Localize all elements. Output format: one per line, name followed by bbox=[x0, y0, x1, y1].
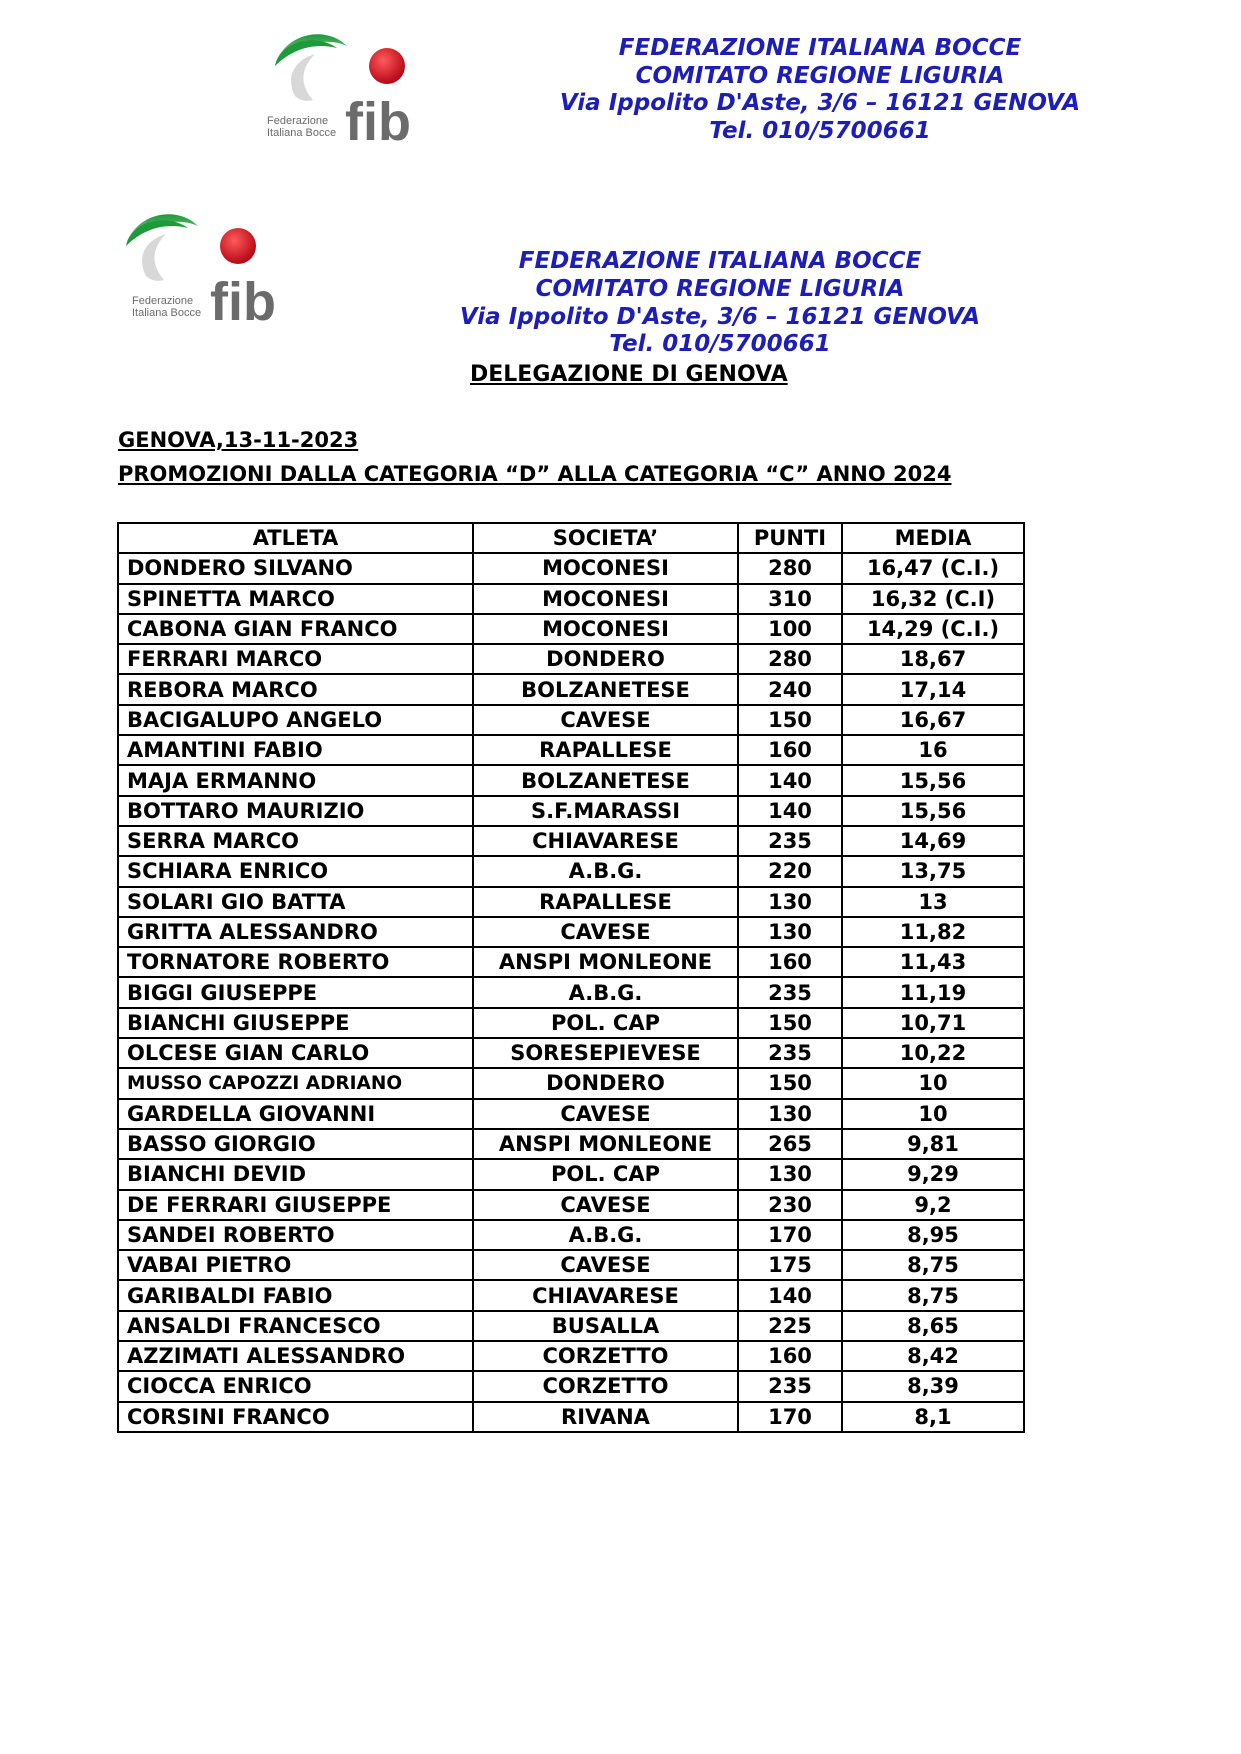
athlete-cell: TORNATORE ROBERTO bbox=[118, 947, 473, 977]
points-cell: 235 bbox=[738, 1371, 842, 1401]
average-cell: 8,39 bbox=[842, 1371, 1024, 1401]
points-cell: 220 bbox=[738, 856, 842, 886]
header-phone: Tel. 010/5700661 bbox=[709, 117, 931, 144]
header2-federation: FEDERAZIONE ITALIANA BOCCE bbox=[518, 248, 922, 274]
athlete-cell: GARDELLA GIOVANNI bbox=[118, 1099, 473, 1129]
club-cell: MOCONESI bbox=[473, 584, 738, 614]
club-cell: RAPALLESE bbox=[473, 887, 738, 917]
average-cell: 15,56 bbox=[842, 796, 1024, 826]
table-row bbox=[118, 1099, 1024, 1129]
athlete-cell: VABAI PIETRO bbox=[118, 1250, 473, 1280]
points-cell: 235 bbox=[738, 826, 842, 856]
average-cell: 10 bbox=[842, 1099, 1024, 1129]
table-row bbox=[118, 1129, 1024, 1159]
points-cell: 160 bbox=[738, 1341, 842, 1371]
table-row bbox=[118, 1280, 1024, 1310]
club-cell: CAVESE bbox=[473, 1190, 738, 1220]
points-cell: 160 bbox=[738, 735, 842, 765]
points-cell: 130 bbox=[738, 917, 842, 947]
header-block-1 bbox=[540, 35, 1100, 145]
points-cell: 130 bbox=[738, 1099, 842, 1129]
table-row bbox=[118, 553, 1024, 583]
club-cell: POL. CAP bbox=[473, 1159, 738, 1189]
club-cell: CHIAVARESE bbox=[473, 826, 738, 856]
logo2-fib-text: fib bbox=[210, 272, 276, 328]
points-cell: 140 bbox=[738, 796, 842, 826]
table-row bbox=[118, 1311, 1024, 1341]
table-row bbox=[118, 1068, 1024, 1098]
table-row bbox=[118, 826, 1024, 856]
header-federation: FEDERAZIONE ITALIANA BOCCE bbox=[618, 35, 1022, 61]
table-row bbox=[118, 1250, 1024, 1280]
average-cell: 13,75 bbox=[842, 856, 1024, 886]
athlete-cell: CIOCCA ENRICO bbox=[118, 1371, 473, 1401]
athlete-cell: MUSSO CAPOZZI ADRIANO bbox=[118, 1068, 473, 1098]
table-row bbox=[118, 1038, 1024, 1068]
points-cell: 265 bbox=[738, 1129, 842, 1159]
header2-phone: Tel. 010/5700661 bbox=[609, 331, 831, 358]
table-row bbox=[118, 1159, 1024, 1189]
club-cell: SORESEPIEVESE bbox=[473, 1038, 738, 1068]
club-cell: DONDERO bbox=[473, 644, 738, 674]
athlete-cell: AZZIMATI ALESSANDRO bbox=[118, 1341, 473, 1371]
points-cell: 150 bbox=[738, 1068, 842, 1098]
table-row bbox=[118, 765, 1024, 795]
header-block-2 bbox=[440, 248, 1000, 359]
average-cell: 16,67 bbox=[842, 705, 1024, 735]
table-row bbox=[118, 947, 1024, 977]
club-cell: RIVANA bbox=[473, 1402, 738, 1432]
average-cell: 14,69 bbox=[842, 826, 1024, 856]
table-row bbox=[118, 1220, 1024, 1250]
club-cell: MOCONESI bbox=[473, 614, 738, 644]
table-row bbox=[118, 614, 1024, 644]
club-cell: CAVESE bbox=[473, 1250, 738, 1280]
header-societa: SOCIETA’ bbox=[473, 523, 738, 553]
table-row bbox=[118, 1402, 1024, 1432]
club-cell: RAPALLESE bbox=[473, 735, 738, 765]
document-title: PROMOZIONI DALLA CATEGORIA “D” ALLA CATEGORIA “C” ANNO 2024 bbox=[118, 462, 952, 486]
table-row bbox=[118, 735, 1024, 765]
header-atleta: ATLETA bbox=[118, 523, 473, 553]
club-cell: POL. CAP bbox=[473, 1008, 738, 1038]
average-cell: 10,71 bbox=[842, 1008, 1024, 1038]
points-cell: 140 bbox=[738, 1280, 842, 1310]
header-committee: COMITATO REGIONE LIGURIA bbox=[635, 62, 1005, 89]
logo-text-2: Italiana Bocce bbox=[267, 127, 337, 139]
table-row bbox=[118, 856, 1024, 886]
athlete-cell: GARIBALDI FABIO bbox=[118, 1280, 473, 1310]
table-row bbox=[118, 796, 1024, 826]
club-cell: A.B.G. bbox=[473, 977, 738, 1007]
athlete-cell: SANDEI ROBERTO bbox=[118, 1220, 473, 1250]
table-row bbox=[118, 977, 1024, 1007]
athlete-cell: AMANTINI FABIO bbox=[118, 735, 473, 765]
points-cell: 230 bbox=[738, 1190, 842, 1220]
header-address: Via Ippolito D'Aste, 3/6 – 16121 GENOVA bbox=[559, 90, 1081, 116]
points-cell: 175 bbox=[738, 1250, 842, 1280]
athlete-cell: SOLARI GIO BATTA bbox=[118, 887, 473, 917]
average-cell: 16,32 (C.I) bbox=[842, 584, 1024, 614]
average-cell: 8,95 bbox=[842, 1220, 1024, 1250]
points-cell: 100 bbox=[738, 614, 842, 644]
table-row bbox=[118, 1008, 1024, 1038]
club-cell: CAVESE bbox=[473, 1099, 738, 1129]
average-cell: 8,75 bbox=[842, 1250, 1024, 1280]
table-row bbox=[118, 917, 1024, 947]
points-cell: 150 bbox=[738, 705, 842, 735]
table-row bbox=[118, 1371, 1024, 1401]
header-punti: PUNTI bbox=[738, 523, 842, 553]
athlete-cell: BIANCHI GIUSEPPE bbox=[118, 1008, 473, 1038]
club-cell: BOLZANETESE bbox=[473, 674, 738, 704]
points-cell: 225 bbox=[738, 1311, 842, 1341]
club-cell: CORZETTO bbox=[473, 1371, 738, 1401]
athlete-cell: SCHIARA ENRICO bbox=[118, 856, 473, 886]
table-row bbox=[118, 1341, 1024, 1371]
points-cell: 150 bbox=[738, 1008, 842, 1038]
average-cell: 9,81 bbox=[842, 1129, 1024, 1159]
club-cell: ANSPI MONLEONE bbox=[473, 1129, 738, 1159]
average-cell: 10,22 bbox=[842, 1038, 1024, 1068]
points-cell: 140 bbox=[738, 765, 842, 795]
average-cell: 8,42 bbox=[842, 1341, 1024, 1371]
athlete-cell: DE FERRARI GIUSEPPE bbox=[118, 1190, 473, 1220]
average-cell: 16 bbox=[842, 735, 1024, 765]
athlete-cell: MAJA ERMANNO bbox=[118, 765, 473, 795]
club-cell: DONDERO bbox=[473, 1068, 738, 1098]
athlete-cell: BASSO GIORGIO bbox=[118, 1129, 473, 1159]
logo2-text-1: Federazione bbox=[132, 295, 194, 307]
points-cell: 170 bbox=[738, 1402, 842, 1432]
club-cell: A.B.G. bbox=[473, 856, 738, 886]
average-cell: 11,43 bbox=[842, 947, 1024, 977]
points-cell: 310 bbox=[738, 584, 842, 614]
logo-fib-text: fib bbox=[345, 92, 411, 148]
average-cell: 16,47 (C.I.) bbox=[842, 553, 1024, 583]
club-cell: S.F.MARASSI bbox=[473, 796, 738, 826]
table-row bbox=[118, 644, 1024, 674]
club-cell: ANSPI MONLEONE bbox=[473, 947, 738, 977]
table-row bbox=[118, 674, 1024, 704]
average-cell: 13 bbox=[842, 887, 1024, 917]
athlete-cell: GRITTA ALESSANDRO bbox=[118, 917, 473, 947]
average-cell: 15,56 bbox=[842, 765, 1024, 795]
table-row bbox=[118, 705, 1024, 735]
average-cell: 8,65 bbox=[842, 1311, 1024, 1341]
points-cell: 235 bbox=[738, 1038, 842, 1068]
club-cell: BUSALLA bbox=[473, 1311, 738, 1341]
average-cell: 14,29 (C.I.) bbox=[842, 614, 1024, 644]
header2-address: Via Ippolito D'Aste, 3/6 – 16121 GENOVA bbox=[459, 303, 981, 330]
average-cell: 8,1 bbox=[842, 1402, 1024, 1432]
points-cell: 240 bbox=[738, 674, 842, 704]
club-cell: CORZETTO bbox=[473, 1341, 738, 1371]
average-cell: 10 bbox=[842, 1068, 1024, 1098]
athlete-cell: BIGGI GIUSEPPE bbox=[118, 977, 473, 1007]
fib-logo-2 bbox=[116, 206, 316, 328]
athlete-cell: SERRA MARCO bbox=[118, 826, 473, 856]
average-cell: 9,29 bbox=[842, 1159, 1024, 1189]
points-cell: 130 bbox=[738, 887, 842, 917]
table-header-row bbox=[118, 523, 1024, 553]
table-body bbox=[118, 553, 1024, 1432]
points-cell: 130 bbox=[738, 1159, 842, 1189]
table-row bbox=[118, 1190, 1024, 1220]
points-cell: 280 bbox=[738, 553, 842, 583]
club-cell: CHIAVARESE bbox=[473, 1280, 738, 1310]
table-row bbox=[118, 887, 1024, 917]
points-cell: 280 bbox=[738, 644, 842, 674]
average-cell: 17,14 bbox=[842, 674, 1024, 704]
header-media: MEDIA bbox=[842, 523, 1024, 553]
athlete-cell: CORSINI FRANCO bbox=[118, 1402, 473, 1432]
athlete-cell: SPINETTA MARCO bbox=[118, 584, 473, 614]
logo-text-1: Federazione bbox=[267, 115, 329, 127]
athlete-cell: DONDERO SILVANO bbox=[118, 553, 473, 583]
club-cell: CAVESE bbox=[473, 705, 738, 735]
table-row bbox=[118, 584, 1024, 614]
average-cell: 9,2 bbox=[842, 1190, 1024, 1220]
header2-committee: COMITATO REGIONE LIGURIA bbox=[535, 275, 905, 302]
athlete-cell: BACIGALUPO ANGELO bbox=[118, 705, 473, 735]
fib-logo bbox=[265, 26, 465, 148]
athlete-cell: BOTTARO MAURIZIO bbox=[118, 796, 473, 826]
points-cell: 235 bbox=[738, 977, 842, 1007]
average-cell: 18,67 bbox=[842, 644, 1024, 674]
athlete-cell: ANSALDI FRANCESCO bbox=[118, 1311, 473, 1341]
document-date: GENOVA,13-11-2023 bbox=[118, 428, 359, 452]
athlete-cell: BIANCHI DEVID bbox=[118, 1159, 473, 1189]
average-cell: 11,82 bbox=[842, 917, 1024, 947]
promotions-table bbox=[117, 522, 1025, 1433]
average-cell: 11,19 bbox=[842, 977, 1024, 1007]
logo2-text-2: Italiana Bocce bbox=[132, 307, 202, 319]
club-cell: A.B.G. bbox=[473, 1220, 738, 1250]
club-cell: BOLZANETESE bbox=[473, 765, 738, 795]
points-cell: 170 bbox=[738, 1220, 842, 1250]
club-cell: CAVESE bbox=[473, 917, 738, 947]
athlete-cell: REBORA MARCO bbox=[118, 674, 473, 704]
club-cell: MOCONESI bbox=[473, 553, 738, 583]
athlete-cell: OLCESE GIAN CARLO bbox=[118, 1038, 473, 1068]
delegation-title: DELEGAZIONE DI GENOVA bbox=[470, 362, 788, 387]
points-cell: 160 bbox=[738, 947, 842, 977]
average-cell: 8,75 bbox=[842, 1280, 1024, 1310]
athlete-cell: CABONA GIAN FRANCO bbox=[118, 614, 473, 644]
athlete-cell: FERRARI MARCO bbox=[118, 644, 473, 674]
